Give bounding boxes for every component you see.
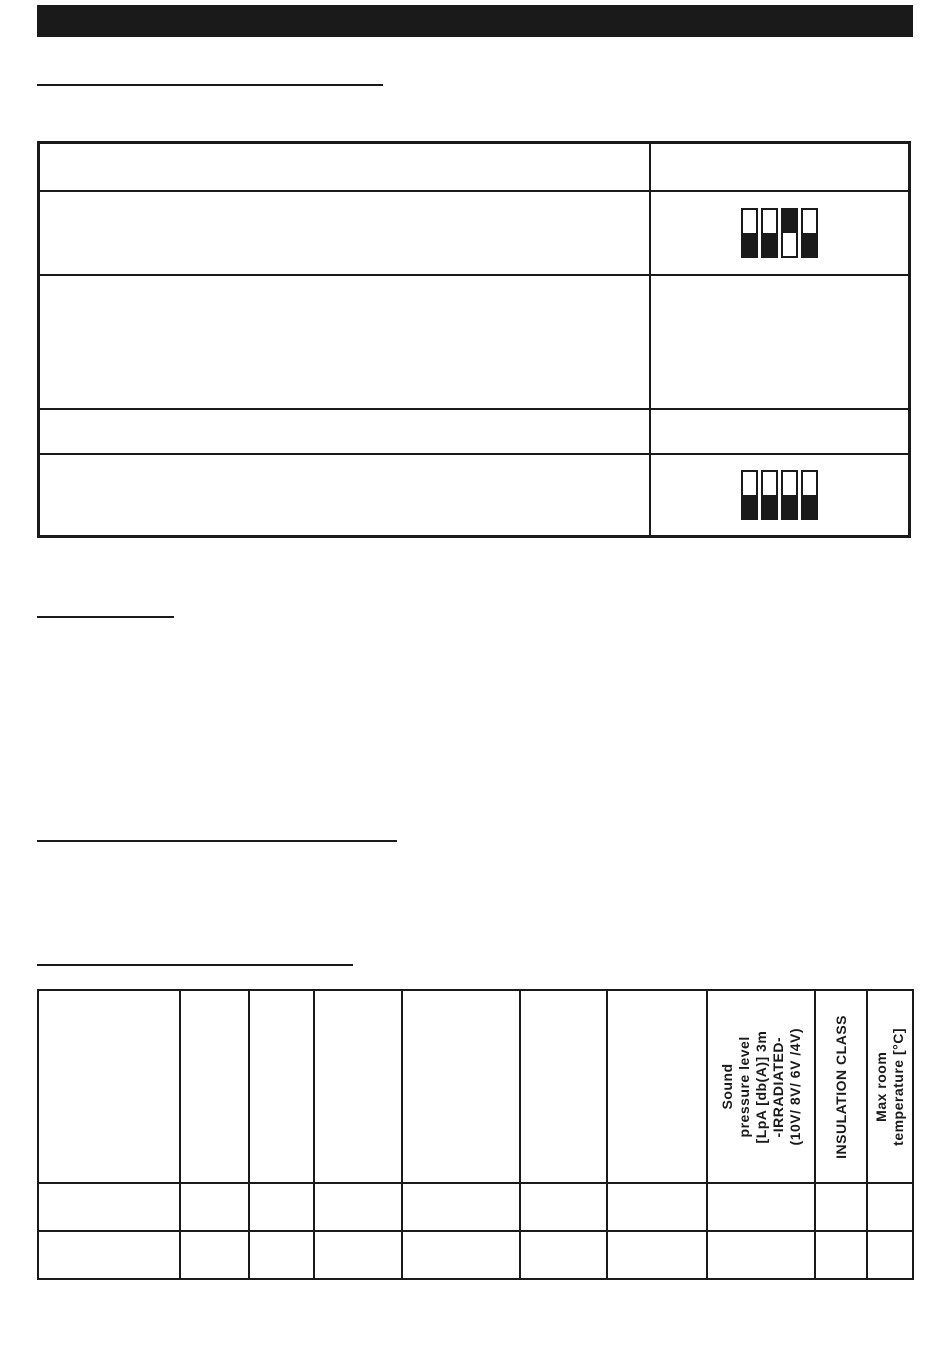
table-cell	[707, 1183, 815, 1231]
table-cell	[39, 454, 651, 537]
sound-pressure-line-4: -IRRADIATED-	[769, 1036, 786, 1137]
table-row	[39, 454, 910, 537]
table-cell	[650, 143, 909, 191]
table-cell	[249, 1231, 314, 1279]
insulation-class-line-1: INSULATION CLASS	[832, 1014, 849, 1159]
table-cell	[650, 409, 909, 454]
table-cell	[520, 1183, 608, 1231]
table-header-cell	[249, 990, 314, 1183]
heading-underline-4	[37, 964, 353, 966]
dip-switch-3	[781, 470, 798, 520]
dip-switch-2	[761, 208, 778, 258]
sound-pressure-header	[707, 990, 815, 1183]
table-cell	[607, 1231, 707, 1279]
dip-switch-4	[801, 208, 818, 258]
table-cell	[314, 1183, 402, 1231]
table-header-cell	[314, 990, 402, 1183]
table-cell	[180, 1231, 250, 1279]
table-header-cell	[607, 990, 707, 1183]
sound-pressure-line-3: [LpA [db(A)] 3m	[752, 1030, 769, 1143]
table-cell	[650, 454, 909, 537]
table-cell	[402, 1183, 520, 1231]
specifications-table	[37, 989, 914, 1280]
table-cell	[402, 1231, 520, 1279]
table-cell	[38, 1183, 180, 1231]
table-cell	[314, 1231, 402, 1279]
dip-switch-1	[741, 470, 758, 520]
max-room-temperature-label	[873, 1028, 907, 1146]
table-cell	[39, 409, 651, 454]
heading-underline-1	[37, 84, 383, 86]
table-cell	[867, 1183, 913, 1231]
table-row	[39, 409, 910, 454]
table-row	[39, 191, 910, 275]
insulation-class-label	[833, 1015, 850, 1159]
max-room-temperature-line-1: Max room	[872, 1051, 889, 1122]
table-cell	[38, 1231, 180, 1279]
table-header-cell	[520, 990, 608, 1183]
table-cell	[249, 1183, 314, 1231]
table-cell	[815, 1231, 867, 1279]
table-cell	[39, 275, 651, 409]
table-cell	[607, 1183, 707, 1231]
dip-switch-pattern-1	[651, 208, 908, 258]
dip-switch-4	[801, 470, 818, 520]
table-header-cell	[38, 990, 180, 1183]
table-row	[39, 143, 910, 191]
table-header-row	[38, 990, 913, 1183]
table-cell	[520, 1231, 608, 1279]
max-room-temperature-header	[867, 990, 913, 1183]
section-header-bar	[37, 5, 913, 37]
table-cell	[39, 143, 651, 191]
settings-table	[37, 141, 911, 538]
table-cell	[867, 1231, 913, 1279]
table-row	[38, 1183, 913, 1231]
sound-pressure-line-2: pressure level	[735, 1035, 752, 1138]
table-cell	[707, 1231, 815, 1279]
dip-switch-3	[781, 208, 798, 258]
table-row	[38, 1231, 913, 1279]
table-cell	[650, 191, 909, 275]
heading-underline-3	[37, 840, 397, 842]
table-cell	[815, 1183, 867, 1231]
max-room-temperature-line-2: temperature [°C]	[889, 1027, 906, 1146]
table-cell	[650, 275, 909, 409]
table-row	[39, 275, 910, 409]
table-cell	[180, 1183, 250, 1231]
heading-underline-2	[37, 616, 174, 618]
table-cell	[39, 191, 651, 275]
sound-pressure-label	[719, 1028, 804, 1145]
table-header-cell	[402, 990, 520, 1183]
dip-switch-2	[761, 470, 778, 520]
dip-switch-pattern-2	[651, 470, 908, 520]
sound-pressure-line-5: (10V/ 8V/ 6V /4V)	[786, 1027, 803, 1146]
insulation-class-header	[815, 990, 867, 1183]
table-header-cell	[180, 990, 250, 1183]
sound-pressure-line-1: Sound	[718, 1063, 735, 1110]
dip-switch-1	[741, 208, 758, 258]
